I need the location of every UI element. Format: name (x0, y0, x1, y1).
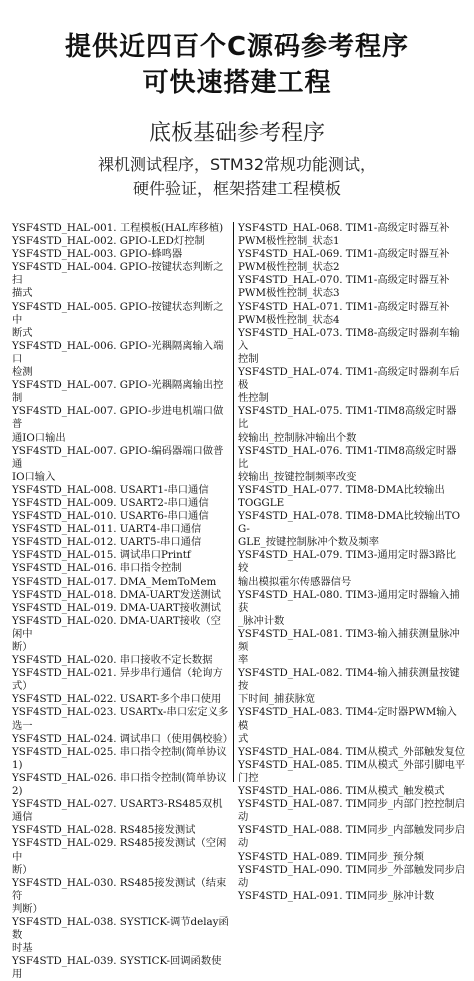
list-item: 输出模拟霍尔传感器信号 (238, 575, 352, 588)
list-item: YSF4STD_HAL-018. DMA-UART发送测试 (12, 588, 221, 601)
list-item: IO口输入 (12, 470, 56, 483)
list-item: 判断） (12, 902, 43, 915)
right-program-list (238, 222, 466, 903)
list-item: YSF4STD_HAL-028. RS485接发测试 (12, 824, 196, 837)
list-item: YSF4STD_HAL-011. UART4-串口通信 (12, 523, 202, 536)
section-subtitle: 底板基础参考程序 (148, 121, 325, 146)
list-item: 率 (238, 654, 249, 667)
list-item: 较输出_控制脉冲输出个数 (238, 431, 357, 444)
list-item: 断） (12, 641, 33, 653)
list-item: YSF4STD_HAL-020. 串口接收不定长数据 (12, 654, 213, 667)
list-item: YSF4STD_HAL-029. RS485接发测试（空闲中 (12, 837, 227, 863)
list-item: YSF4STD_HAL-002. GPIO-LED灯控制 (12, 235, 205, 248)
list-item: YSF4STD_HAL-038. SYSTICK-调节delay函数 (12, 915, 229, 942)
list-item: YSF4STD_HAL-008. USART1-串口通信 (12, 483, 209, 496)
list-item: 下时间_捕获脉宽 (238, 693, 316, 706)
left-program-list (12, 222, 234, 981)
list-item: YSF4STD_HAL-007. GPIO-步进电机端口做普 (12, 405, 224, 431)
list-item: YSF4STD_HAL-001. 工程模板(HAL库移植) (12, 222, 224, 234)
list-item: YSF4STD_HAL-085. TIM从模式_外部引脚电平 (238, 758, 466, 771)
list-item: YSF4STD_HAL-089. TIM同步_预分频 (238, 850, 424, 863)
list-item: YSF4STD_HAL-086. TIM从模式_触发模式 (238, 785, 445, 798)
list-item: YSF4STD_HAL-027. USART3-RS485双机通信 (12, 798, 223, 824)
list-item: YSF4STD_HAL-088. TIM同步_内部触发同步启 (238, 824, 466, 837)
list-item: YSF4STD_HAL-012. UART5-串口通信 (12, 536, 202, 549)
page-title-line2: 可快速搭建工程 (142, 68, 332, 98)
list-item: YSF4STD_HAL-082. TIM4-输入捕获测量按键按 (238, 667, 460, 693)
list-item: YSF4STD_HAL-068. TIM1-高级定时器互补 (238, 222, 450, 234)
list-item: YSF4STD_HAL-030. RS485接发测试（结束符 (12, 876, 227, 902)
list-item: PWM极性控制_状态4 (238, 313, 340, 326)
list-item: 检测 (12, 366, 33, 379)
list-item: 较输出_按键控制频率改变 (238, 470, 357, 483)
list-item: YSF4STD_HAL-019. DMA-UART接收测试 (12, 601, 221, 614)
list-item: YSF4STD_HAL-026. 串口指令控制(简单协议2) (12, 771, 227, 798)
page-title-line1: 提供近四百个C源码参考程序 (64, 32, 410, 62)
list-item: 断式 (12, 326, 33, 339)
list-item: _脉冲计数 (238, 614, 285, 627)
list-item: YSF4STD_HAL-075. TIM1-TIM8高级定时器比 (238, 405, 457, 431)
list-item: 断） (12, 863, 33, 876)
list-item: YSF4STD_HAL-073. TIM8-高级定时器刹车输入 (238, 326, 460, 352)
list-item: TOGGLE (238, 496, 285, 509)
list-item: YSF4STD_HAL-024. 调试串口（使用偶校验） (12, 732, 234, 745)
list-item: YSF4STD_HAL-005. GPIO-按键状态判断之中 (12, 300, 224, 326)
list-item: YSF4STD_HAL-003. GPIO-蜂鸣器 (12, 248, 183, 261)
list-item: YSF4STD_HAL-070. TIM1-高级定时器互补 (238, 274, 450, 287)
list-item: YSF4STD_HAL-083. TIM4-定时器PWM输入模 (238, 706, 457, 732)
list-item: 通IO口输出 (12, 431, 66, 444)
description-line2: 硬件验证，框架搭建工程模板 (132, 179, 341, 198)
list-item: 动 (238, 811, 249, 824)
list-item: YSF4STD_HAL-004. GPIO-按键状态判断之扫 (12, 261, 224, 287)
list-item: YSF4STD_HAL-074. TIM1-高级定时器刹车后极 (238, 366, 460, 392)
list-item: 式 (238, 732, 249, 745)
list-item: 时基 (12, 942, 33, 955)
list-item: YSF4STD_HAL-020. DMA-UART接收（空闲中 (12, 614, 221, 640)
list-item: YSF4STD_HAL-010. USART6-串口通信 (12, 510, 209, 523)
list-item: YSF4STD_HAL-023. USARTx-串口宏定义多选一 (12, 706, 229, 732)
list-item: 描式 (12, 287, 33, 300)
list-item: YSF4STD_HAL-080. TIM3-通用定时器输入捕获 (238, 588, 460, 614)
list-item: YSF4STD_HAL-071. TIM1-高级定时器互补 (238, 300, 450, 313)
list-item: YSF4STD_HAL-025. 串口指令控制(简单协议1) (12, 745, 227, 771)
list-item: 性控制 (238, 392, 269, 405)
list-item: YSF4STD_HAL-021. 异步串行通信（轮询方式） (12, 667, 223, 693)
list-item: YSF4STD_HAL-007. GPIO-光耦隔离输出控制 (12, 379, 224, 405)
column-divider (233, 222, 234, 782)
list-item: 控制 (238, 352, 259, 365)
list-item: YSF4STD_HAL-079. TIM3-通用定时器3路比较 (238, 549, 456, 575)
list-item: YSF4STD_HAL-090. TIM同步_外部触发同步启 (238, 863, 466, 876)
list-item: YSF4STD_HAL-006. GPIO-光耦隔离输入端口 (12, 339, 224, 365)
list-item: YSF4STD_HAL-069. TIM1-高级定时器互补 (238, 248, 450, 261)
description-line1: 裸机测试程序，STM32常规功能测试， (97, 155, 377, 174)
list-item: YSF4STD_HAL-087. TIM同步_内部门控控制启 (238, 798, 466, 811)
list-item: PWM极性控制_状态3 (238, 287, 340, 300)
list-item: YSF4STD_HAL-091. TIM同步_脉冲计数 (238, 889, 435, 902)
list-item: PWM极性控制_状态1 (238, 235, 340, 248)
list-item: YSF4STD_HAL-076. TIM1-TIM8高级定时器比 (238, 444, 457, 470)
list-item: PWM极性控制_状态2 (238, 261, 340, 274)
list-item: YSF4STD_HAL-077. TIM8-DMA比较输出 (238, 483, 445, 496)
list-item: YSF4STD_HAL-078. TIM8-DMA比较输出TOG- (238, 510, 461, 536)
list-item: YSF4STD_HAL-009. USART2-串口通信 (12, 496, 209, 509)
list-item: YSF4STD_HAL-016. 串口指令控制 (12, 562, 182, 575)
list-item: YSF4STD_HAL-017. DMA_MemToMem (12, 575, 217, 588)
list-item: YSF4STD_HAL-081. TIM3-输入捕获测量脉冲频 (238, 627, 460, 653)
list-item: 动 (238, 876, 249, 889)
list-item: 门控 (238, 771, 259, 784)
list-item: YSF4STD_HAL-015. 调试串口Printf (12, 549, 191, 562)
list-item: GLE_按键控制脉冲个数及频率 (238, 536, 379, 549)
list-item: YSF4STD_HAL-039. SYSTICK-回调函数使用 (12, 955, 222, 981)
list-item: YSF4STD_HAL-022. USART-多个串口使用 (12, 693, 222, 706)
list-item: 动 (238, 837, 249, 850)
list-item: YSF4STD_HAL-084. TIM从模式_外部触发复位 (238, 745, 466, 758)
list-item: YSF4STD_HAL-007. GPIO-编码器端口做普通 (12, 444, 224, 470)
